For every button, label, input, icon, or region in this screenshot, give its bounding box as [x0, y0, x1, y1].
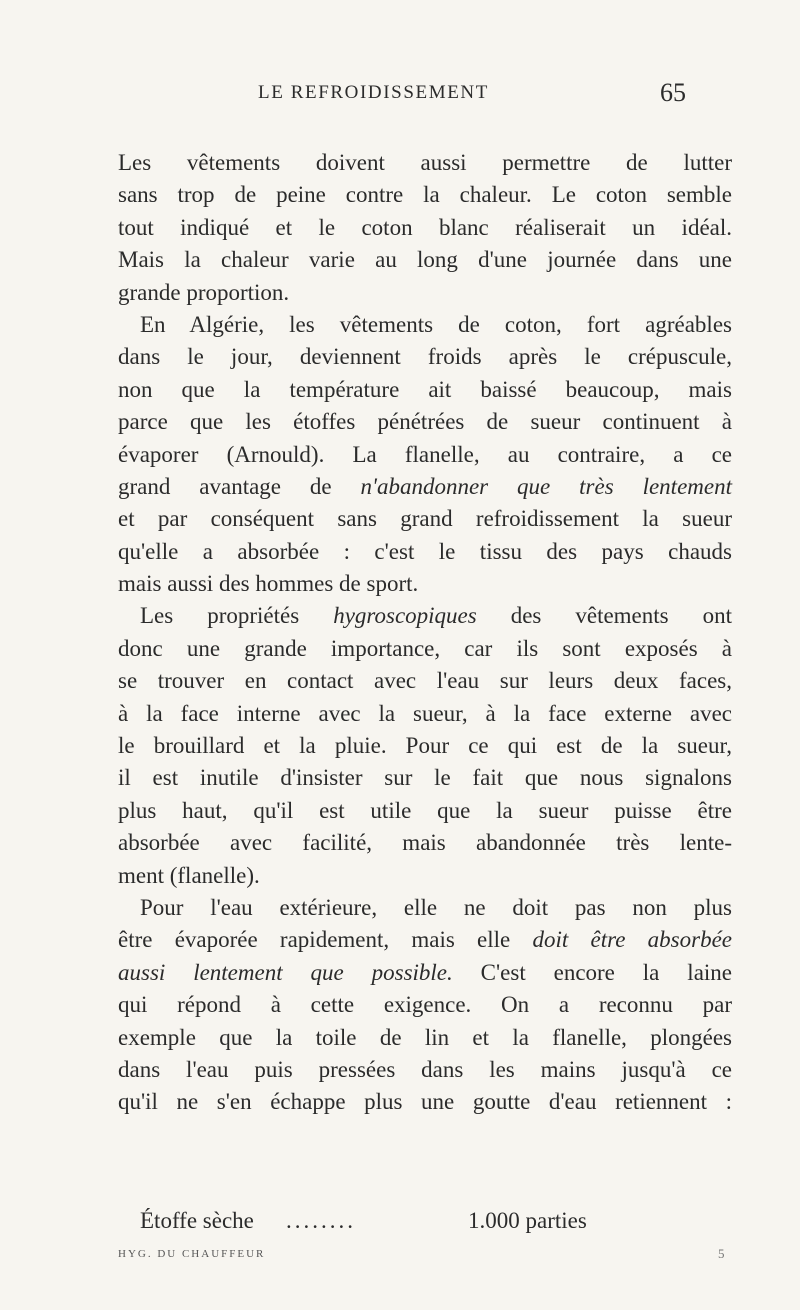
paragraph-start-line: [118, 600, 732, 632]
running-head: LE REFROIDISSEMENT: [258, 82, 489, 103]
paragraph-start-line: Pour l'eau extérieure, elle ne doit pas non plus: [140, 894, 732, 920]
text-line: absorbée avec facilité, mais abandonnée très lente-: [118, 830, 732, 856]
text-line: à la face interne avec la sueur, à la face externe avec: [118, 700, 732, 726]
text-line: [118, 471, 732, 503]
text-run: Les propriétés: [140, 603, 334, 629]
text-line: qu'il ne s'en échappe plus une goutte d'eau retiennent :: [118, 1089, 732, 1115]
page-number: 65: [660, 78, 686, 107]
text-line: mais aussi des hommes de sport.: [118, 571, 419, 597]
text-line: dans l'eau puis pressées dans les mains jusqu'à ce: [118, 1056, 732, 1082]
body-text: [118, 147, 732, 1119]
text-line: parce que les étoffes pénétrées de sueur continuent à: [118, 409, 732, 435]
text-line: le brouillard et la pluie. Pour ce qui est de la sueur,: [118, 733, 732, 759]
text-line: exemple que la toile de lin et la flanelle, plongées: [118, 1024, 732, 1050]
text-run: grand avantage de: [118, 473, 361, 499]
text-line: non que la température ait baissé beaucoup, mais: [118, 376, 732, 402]
italic-run: n'abandonner que très lentement: [360, 473, 732, 499]
page-footer: [0, 1248, 800, 1270]
paragraph-start-line: En Algérie, les vêtements de coton, fort agréables: [140, 311, 732, 337]
text-line: grande proportion.: [118, 279, 290, 305]
text-line: dans le jour, deviennent froids après le crépuscule,: [118, 344, 732, 370]
text-line: Mais la chaleur varie au long d'une journée dans une: [118, 247, 732, 273]
row-value: 1.000 parties: [468, 1208, 587, 1233]
text-line: Les vêtements doivent aussi permettre de lutter: [118, 150, 732, 175]
text-run: être évaporée rapidement, mais elle: [118, 927, 533, 953]
text-line: ment (flanelle).: [118, 862, 260, 888]
sheet-mark: 5: [718, 1246, 725, 1261]
table-row: [140, 1208, 740, 1242]
text-line: il est inutile d'insister sur le fait que nous signalons: [118, 765, 732, 791]
page-header: [0, 78, 800, 112]
text-line: tout indiqué et le coton blanc réaliserait un idéal.: [118, 214, 732, 240]
text-line: donc une grande importance, car ils sont exposés à: [118, 635, 732, 661]
italic-run: aussi lentement que possible.: [118, 959, 453, 985]
text-run: des vêtements ont: [476, 603, 732, 629]
printer-signature: HYG. DU CHAUFFEUR: [118, 1248, 266, 1260]
text-line: évaporer (Arnould). La flanelle, au contraire, a ce: [118, 441, 732, 467]
text-line: qui répond à cette exigence. On a reconnu par: [118, 992, 732, 1018]
dot-leader: ........: [286, 1208, 356, 1233]
italic-run: hygroscopiques: [333, 603, 477, 629]
text-line: sans trop de peine contre la chaleur. Le coton semble: [118, 182, 732, 208]
text-line: et par conséquent sans grand refroidissement la sueur: [118, 506, 732, 532]
row-label: Étoffe sèche: [140, 1208, 254, 1233]
text-line: [118, 924, 732, 956]
text-line: [118, 957, 732, 989]
italic-run: doit être absorbée: [532, 927, 732, 953]
text-line: se trouver en contact avec l'eau sur leurs deux faces,: [118, 668, 732, 694]
text-run: C'est encore la laine: [452, 959, 732, 985]
text-line: plus haut, qu'il est utile que la sueur puisse être: [118, 797, 732, 823]
text-line: qu'elle a absorbée : c'est le tissu des pays chauds: [118, 538, 732, 564]
